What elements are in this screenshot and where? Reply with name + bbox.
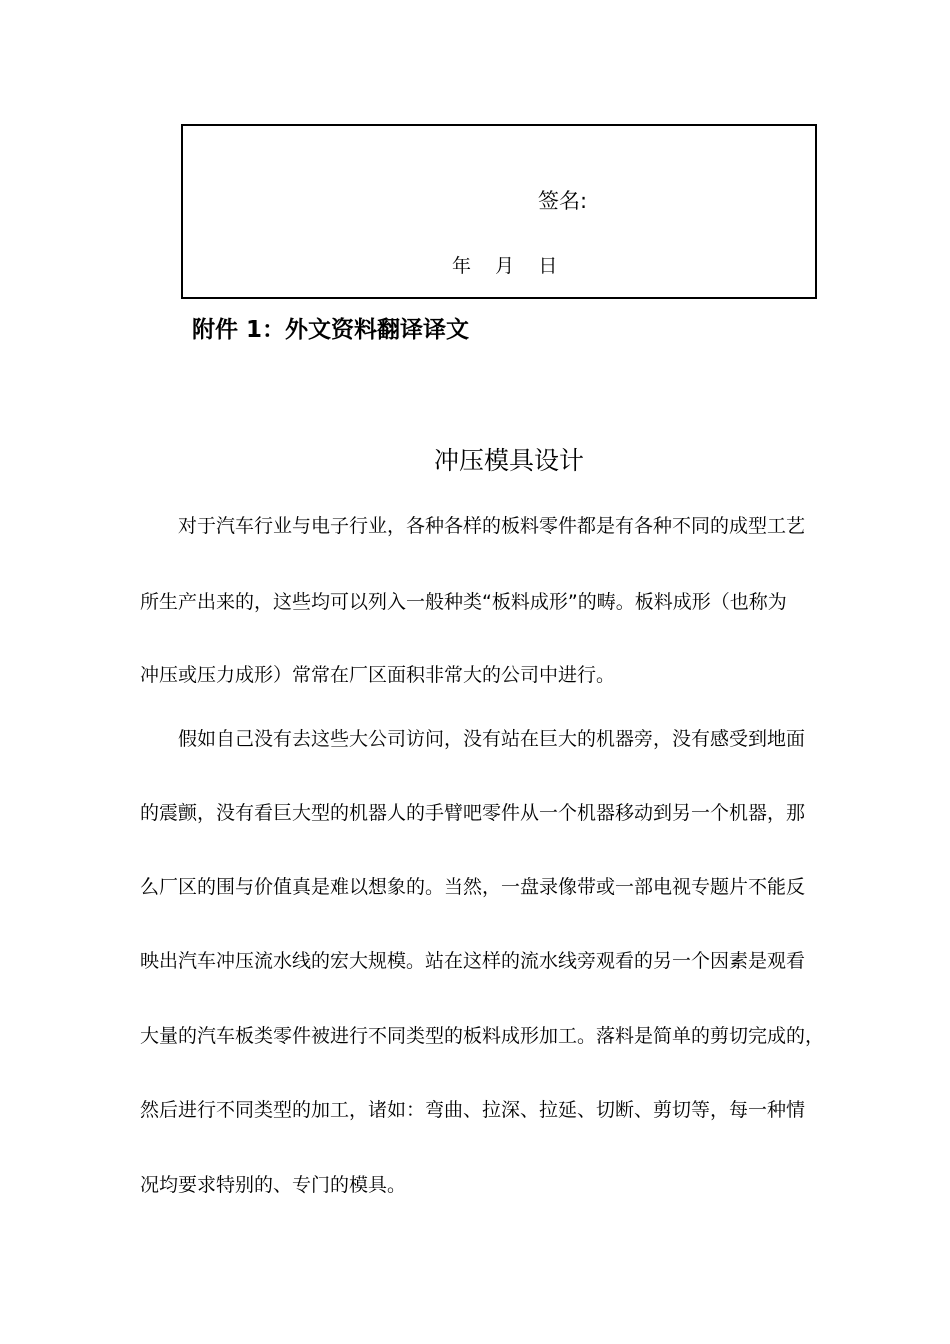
body-line: 所生产出来的，这些均可以列入一般种类“板料成形”的畴。板料成形（也称为: [140, 591, 787, 613]
date-label: 年 月 日: [452, 255, 558, 277]
body-line: 然后进行不同类型的加工，诸如：弯曲、拉深、拉延、切断、剪切等，每一种情: [140, 1099, 806, 1121]
body-line: 映出汽车冲压流水线的宏大规模。站在这样的流水线旁观看的另一个因素是观看: [140, 950, 806, 972]
attachment-heading: 附件 1：外文资料翻译译文: [192, 317, 470, 343]
body-line: 的震颤，没有看巨大型的机器人的手臂吧零件从一个机器移动到另一个机器，那: [140, 802, 806, 824]
body-line: 冲压或压力成形）常常在厂区面积非常大的公司中进行。: [140, 664, 616, 686]
body-line: 么厂区的围与价值真是难以想象的。当然，一盘录像带或一部电视专题片不能反: [140, 876, 806, 898]
document-title: 冲压模具设计: [433, 446, 584, 475]
body-line: 对于汽车行业与电子行业，各种各样的板料零件都是有各种不同的成型工艺: [178, 515, 806, 537]
signature-label: 签名:: [538, 189, 588, 213]
body-line: 假如自己没有去这些大公司访问，没有站在巨大的机器旁，没有感受到地面: [178, 728, 806, 750]
body-line: 况均要求特别的、专门的模具。: [140, 1174, 407, 1196]
body-line: 大量的汽车板类零件被进行不同类型的板料成形加工。落料是简单的剪切完成的，: [140, 1025, 825, 1047]
